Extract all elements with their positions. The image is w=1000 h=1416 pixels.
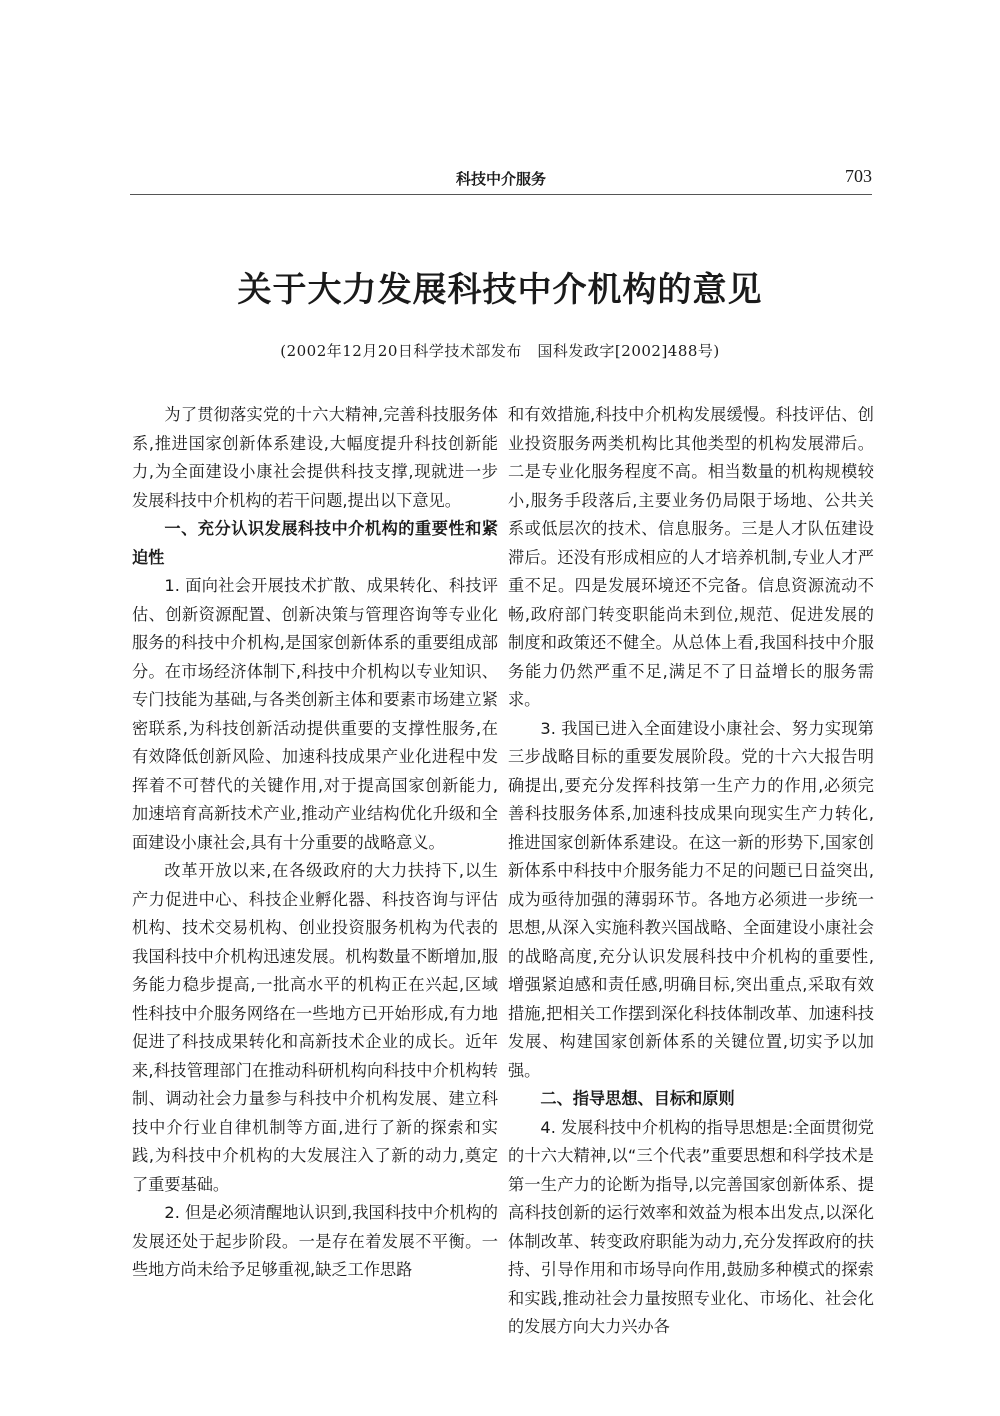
paragraph-2-continued: 和有效措施,科技中介机构发展缓慢。科技评估、创业投资服务两类机构比其他类型的机构发展滞后。二是专业化服务程度不高。相当数量的机构规模较小,服务手段落后,主要业务仍局限于场地、公共关系或低层次的技术、信息服务。三是人才队伍建设滞后。还没有形成相应的人才培养机制,专业人才严重不足。四是发展环境还不完备。信息资源流动不畅,政府部门转变职能尚未到位,规范、促进发展的制度和政策还不健全。从总体上看,我国科技中介服务能力仍然严重不足,满足不了日益增长的服务需求。 xyxy=(508,405,874,709)
page-number: 703 xyxy=(845,166,872,186)
intro-paragraph: 为了贯彻落实党的十六大精神,完善科技服务体系,推进国家创新体系建设,大幅度提升科技创新能力,为全面建设小康社会提供科技支撑,现就进一步发展科技中介机构的若干问题,提出以下意见。 xyxy=(132,405,498,510)
paragraph-reform: 改革开放以来,在各级政府的大力扶持下,以生产力促进中心、科技企业孵化器、科技咨询与评估机构、技术交易机构、创业投资服务机构为代表的我国科技中介机构迅速发展。机构数量不断增加,服务能力稳步提高,一批高水平的机构正在兴起,区域性科技中介服务网络在一些地方已开始形成,有力地促进了科技成果转化和高新技术企业的成长。近年来,科技管理部门在推动科研机构向科技中介机构转制、调动社会力量参与科技中介机构发展、建立科技中介行业自律机制等方面,进行了新的探索和实践,为科技中介机构的大发展注入了新的动力,奠定了重要基础。 xyxy=(132,861,498,1194)
paragraph-1: 1. 面向社会开展技术扩散、成果转化、科技评估、创新资源配置、创新决策与管理咨询等专业化服务的科技中介机构,是国家创新体系的重要组成部分。在市场经济体制下,科技中介机构以专业知识、专门技能为基础,与各类创新主体和要素市场建立紧密联系,为科技创新活动提供重要的支撑性服务,在有效降低创新风险、加速科技成果产业化进程中发挥着不可替代的关键作用,对于提高国家创新能力,加速培育高新技术产业,推动产业结构优化升级和全面建设小康社会,具有十分重要的战略意义。 xyxy=(132,576,498,852)
left-column xyxy=(132,401,498,1285)
right-column xyxy=(508,401,874,1342)
section-heading-2: 二、指导思想、目标和原则 xyxy=(540,1089,735,1108)
header-rule xyxy=(130,194,872,195)
paragraph-3: 3. 我国已进入全面建设小康社会、努力实现第三步战略目标的重要发展阶段。党的十六大报告明确提出,要充分发挥科技第一生产力的作用,必须完善科技服务体系,加速科技成果向现实生产力转化,推进国家创新体系建设。在这一新的形势下,国家创新体系中科技中介服务能力不足的问题已日益突出,成为亟待加强的薄弱环节。各地方必须进一步统一思想,从深入实施科教兴国战略、全面建设小康社会的战略高度,充分认识发展科技中介机构的重要性,增强紧迫感和责任感,明确目标,突出重点,采取有效措施,把相关工作摆到深化科技体制改革、加速科技发展、构建国家创新体系的关键位置,切实予以加强。 xyxy=(508,718,874,1080)
section-heading-1: 一、充分认识发展科技中介机构的重要性和紧迫性 xyxy=(132,519,498,567)
paragraph-2: 2. 但是必须清醒地认识到,我国科技中介机构的发展还处于起步阶段。一是存在着发展不平衡。一些地方尚未给予足够重视,缺乏工作思路 xyxy=(132,1203,498,1279)
running-header xyxy=(130,168,872,194)
document-subtitle: (2002年12月20日科学技术部发布 国科发政字[2002]488号) xyxy=(280,342,720,360)
paragraph-4: 4. 发展科技中介机构的指导思想是:全面贯彻党的十六大精神,以“三个代表”重要思想和科学技术是第一生产力的论断为指导,以完善国家创新体系、提高科技创新的运行效率和效益为根本出发点,以深化体制改革、转变政府职能为动力,充分发挥政府的扶持、引导作用和市场导向作用,鼓励多种模式的探索和实践,推动社会力量按照专业化、市场化、社会化的发展方向大力兴办各 xyxy=(508,1117,874,1336)
document-title: 关于大力发展科技中介机构的意见 xyxy=(237,270,763,310)
running-title: 科技中介服务 xyxy=(455,170,546,188)
